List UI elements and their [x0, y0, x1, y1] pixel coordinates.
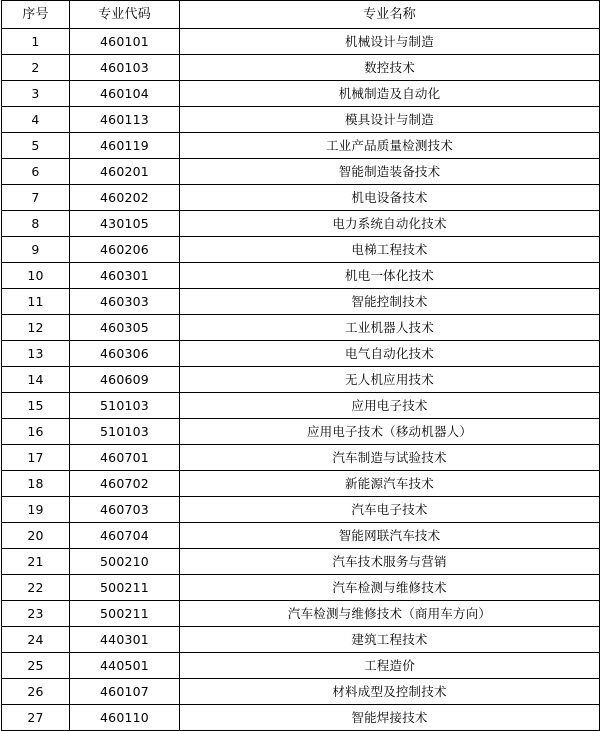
table-body	[2, 29, 600, 731]
cell-major-name: 工业机器人技术	[180, 315, 600, 341]
cell-index: 25	[2, 653, 70, 679]
cell-major-name: 新能源汽车技术	[180, 471, 600, 497]
cell-index: 10	[2, 263, 70, 289]
table-row	[2, 81, 600, 107]
table-row	[2, 445, 600, 471]
cell-index: 19	[2, 497, 70, 523]
table-row	[2, 419, 600, 445]
cell-index: 22	[2, 575, 70, 601]
table-row	[2, 55, 600, 81]
cell-major-name: 工业产品质量检测技术	[180, 133, 600, 159]
major-list-table	[1, 0, 600, 731]
cell-index: 16	[2, 419, 70, 445]
table-row	[2, 393, 600, 419]
cell-index: 4	[2, 107, 70, 133]
cell-major-name: 电梯工程技术	[180, 237, 600, 263]
cell-major-code: 460206	[70, 237, 180, 263]
cell-index: 3	[2, 81, 70, 107]
cell-index: 5	[2, 133, 70, 159]
cell-major-code: 460113	[70, 107, 180, 133]
cell-major-code: 460110	[70, 705, 180, 731]
cell-major-name: 智能网联汽车技术	[180, 523, 600, 549]
cell-major-code: 460202	[70, 185, 180, 211]
cell-major-name: 材料成型及控制技术	[180, 679, 600, 705]
table-row	[2, 549, 600, 575]
table-row	[2, 523, 600, 549]
cell-index: 8	[2, 211, 70, 237]
cell-index: 14	[2, 367, 70, 393]
cell-major-name: 数控技术	[180, 55, 600, 81]
cell-index: 7	[2, 185, 70, 211]
table-row	[2, 705, 600, 731]
cell-index: 20	[2, 523, 70, 549]
cell-major-name: 无人机应用技术	[180, 367, 600, 393]
cell-major-name: 建筑工程技术	[180, 627, 600, 653]
cell-major-code: 460703	[70, 497, 180, 523]
cell-major-code: 500211	[70, 601, 180, 627]
cell-major-code: 460609	[70, 367, 180, 393]
cell-major-name: 汽车检测与维修技术	[180, 575, 600, 601]
table-row	[2, 263, 600, 289]
table-row	[2, 107, 600, 133]
column-header-code: 专业代码	[70, 1, 180, 29]
cell-major-code: 460701	[70, 445, 180, 471]
cell-major-code: 460704	[70, 523, 180, 549]
cell-index: 1	[2, 29, 70, 55]
table-row	[2, 497, 600, 523]
cell-major-name: 智能焊接技术	[180, 705, 600, 731]
cell-index: 6	[2, 159, 70, 185]
cell-major-code: 430105	[70, 211, 180, 237]
cell-major-name: 机械设计与制造	[180, 29, 600, 55]
cell-major-name: 应用电子技术	[180, 393, 600, 419]
cell-index: 21	[2, 549, 70, 575]
table-row	[2, 133, 600, 159]
table-header	[2, 1, 600, 29]
cell-index: 26	[2, 679, 70, 705]
cell-major-code: 460303	[70, 289, 180, 315]
table-row	[2, 471, 600, 497]
cell-index: 9	[2, 237, 70, 263]
cell-major-name: 工程造价	[180, 653, 600, 679]
cell-major-name: 汽车制造与试验技术	[180, 445, 600, 471]
cell-major-name: 应用电子技术（移动机器人）	[180, 419, 600, 445]
cell-index: 18	[2, 471, 70, 497]
cell-major-code: 460107	[70, 679, 180, 705]
cell-major-code: 500211	[70, 575, 180, 601]
cell-major-code: 510103	[70, 419, 180, 445]
cell-major-code: 440301	[70, 627, 180, 653]
cell-index: 2	[2, 55, 70, 81]
cell-major-code: 460201	[70, 159, 180, 185]
cell-major-code: 460306	[70, 341, 180, 367]
cell-index: 11	[2, 289, 70, 315]
table-row	[2, 653, 600, 679]
cell-major-name: 智能制造装备技术	[180, 159, 600, 185]
table-row	[2, 237, 600, 263]
cell-major-code: 510103	[70, 393, 180, 419]
cell-index: 24	[2, 627, 70, 653]
cell-major-name: 汽车技术服务与营销	[180, 549, 600, 575]
table-row	[2, 627, 600, 653]
cell-major-code: 460702	[70, 471, 180, 497]
cell-major-code: 460103	[70, 55, 180, 81]
table-row	[2, 341, 600, 367]
cell-major-code: 460301	[70, 263, 180, 289]
cell-major-name: 机械制造及自动化	[180, 81, 600, 107]
cell-major-name: 汽车电子技术	[180, 497, 600, 523]
cell-index: 13	[2, 341, 70, 367]
cell-index: 23	[2, 601, 70, 627]
table-row	[2, 679, 600, 705]
cell-major-name: 机电设备技术	[180, 185, 600, 211]
cell-major-code: 460305	[70, 315, 180, 341]
cell-major-code: 460104	[70, 81, 180, 107]
cell-major-name: 智能控制技术	[180, 289, 600, 315]
table-row	[2, 159, 600, 185]
table-row	[2, 211, 600, 237]
cell-index: 12	[2, 315, 70, 341]
table-row	[2, 601, 600, 627]
table-header-row	[2, 1, 600, 29]
column-header-index: 序号	[2, 1, 70, 29]
table-row	[2, 367, 600, 393]
cell-major-name: 机电一体化技术	[180, 263, 600, 289]
table-row	[2, 29, 600, 55]
cell-major-name: 电气自动化技术	[180, 341, 600, 367]
cell-major-code: 500210	[70, 549, 180, 575]
cell-index: 17	[2, 445, 70, 471]
cell-major-name: 模具设计与制造	[180, 107, 600, 133]
cell-major-code: 460101	[70, 29, 180, 55]
table-row	[2, 289, 600, 315]
table-row	[2, 315, 600, 341]
cell-index: 27	[2, 705, 70, 731]
table-row	[2, 575, 600, 601]
table-row	[2, 185, 600, 211]
column-header-name: 专业名称	[180, 1, 600, 29]
cell-index: 15	[2, 393, 70, 419]
cell-major-name: 汽车检测与维修技术（商用车方向）	[180, 601, 600, 627]
cell-major-code: 460119	[70, 133, 180, 159]
cell-major-name: 电力系统自动化技术	[180, 211, 600, 237]
cell-major-code: 440501	[70, 653, 180, 679]
